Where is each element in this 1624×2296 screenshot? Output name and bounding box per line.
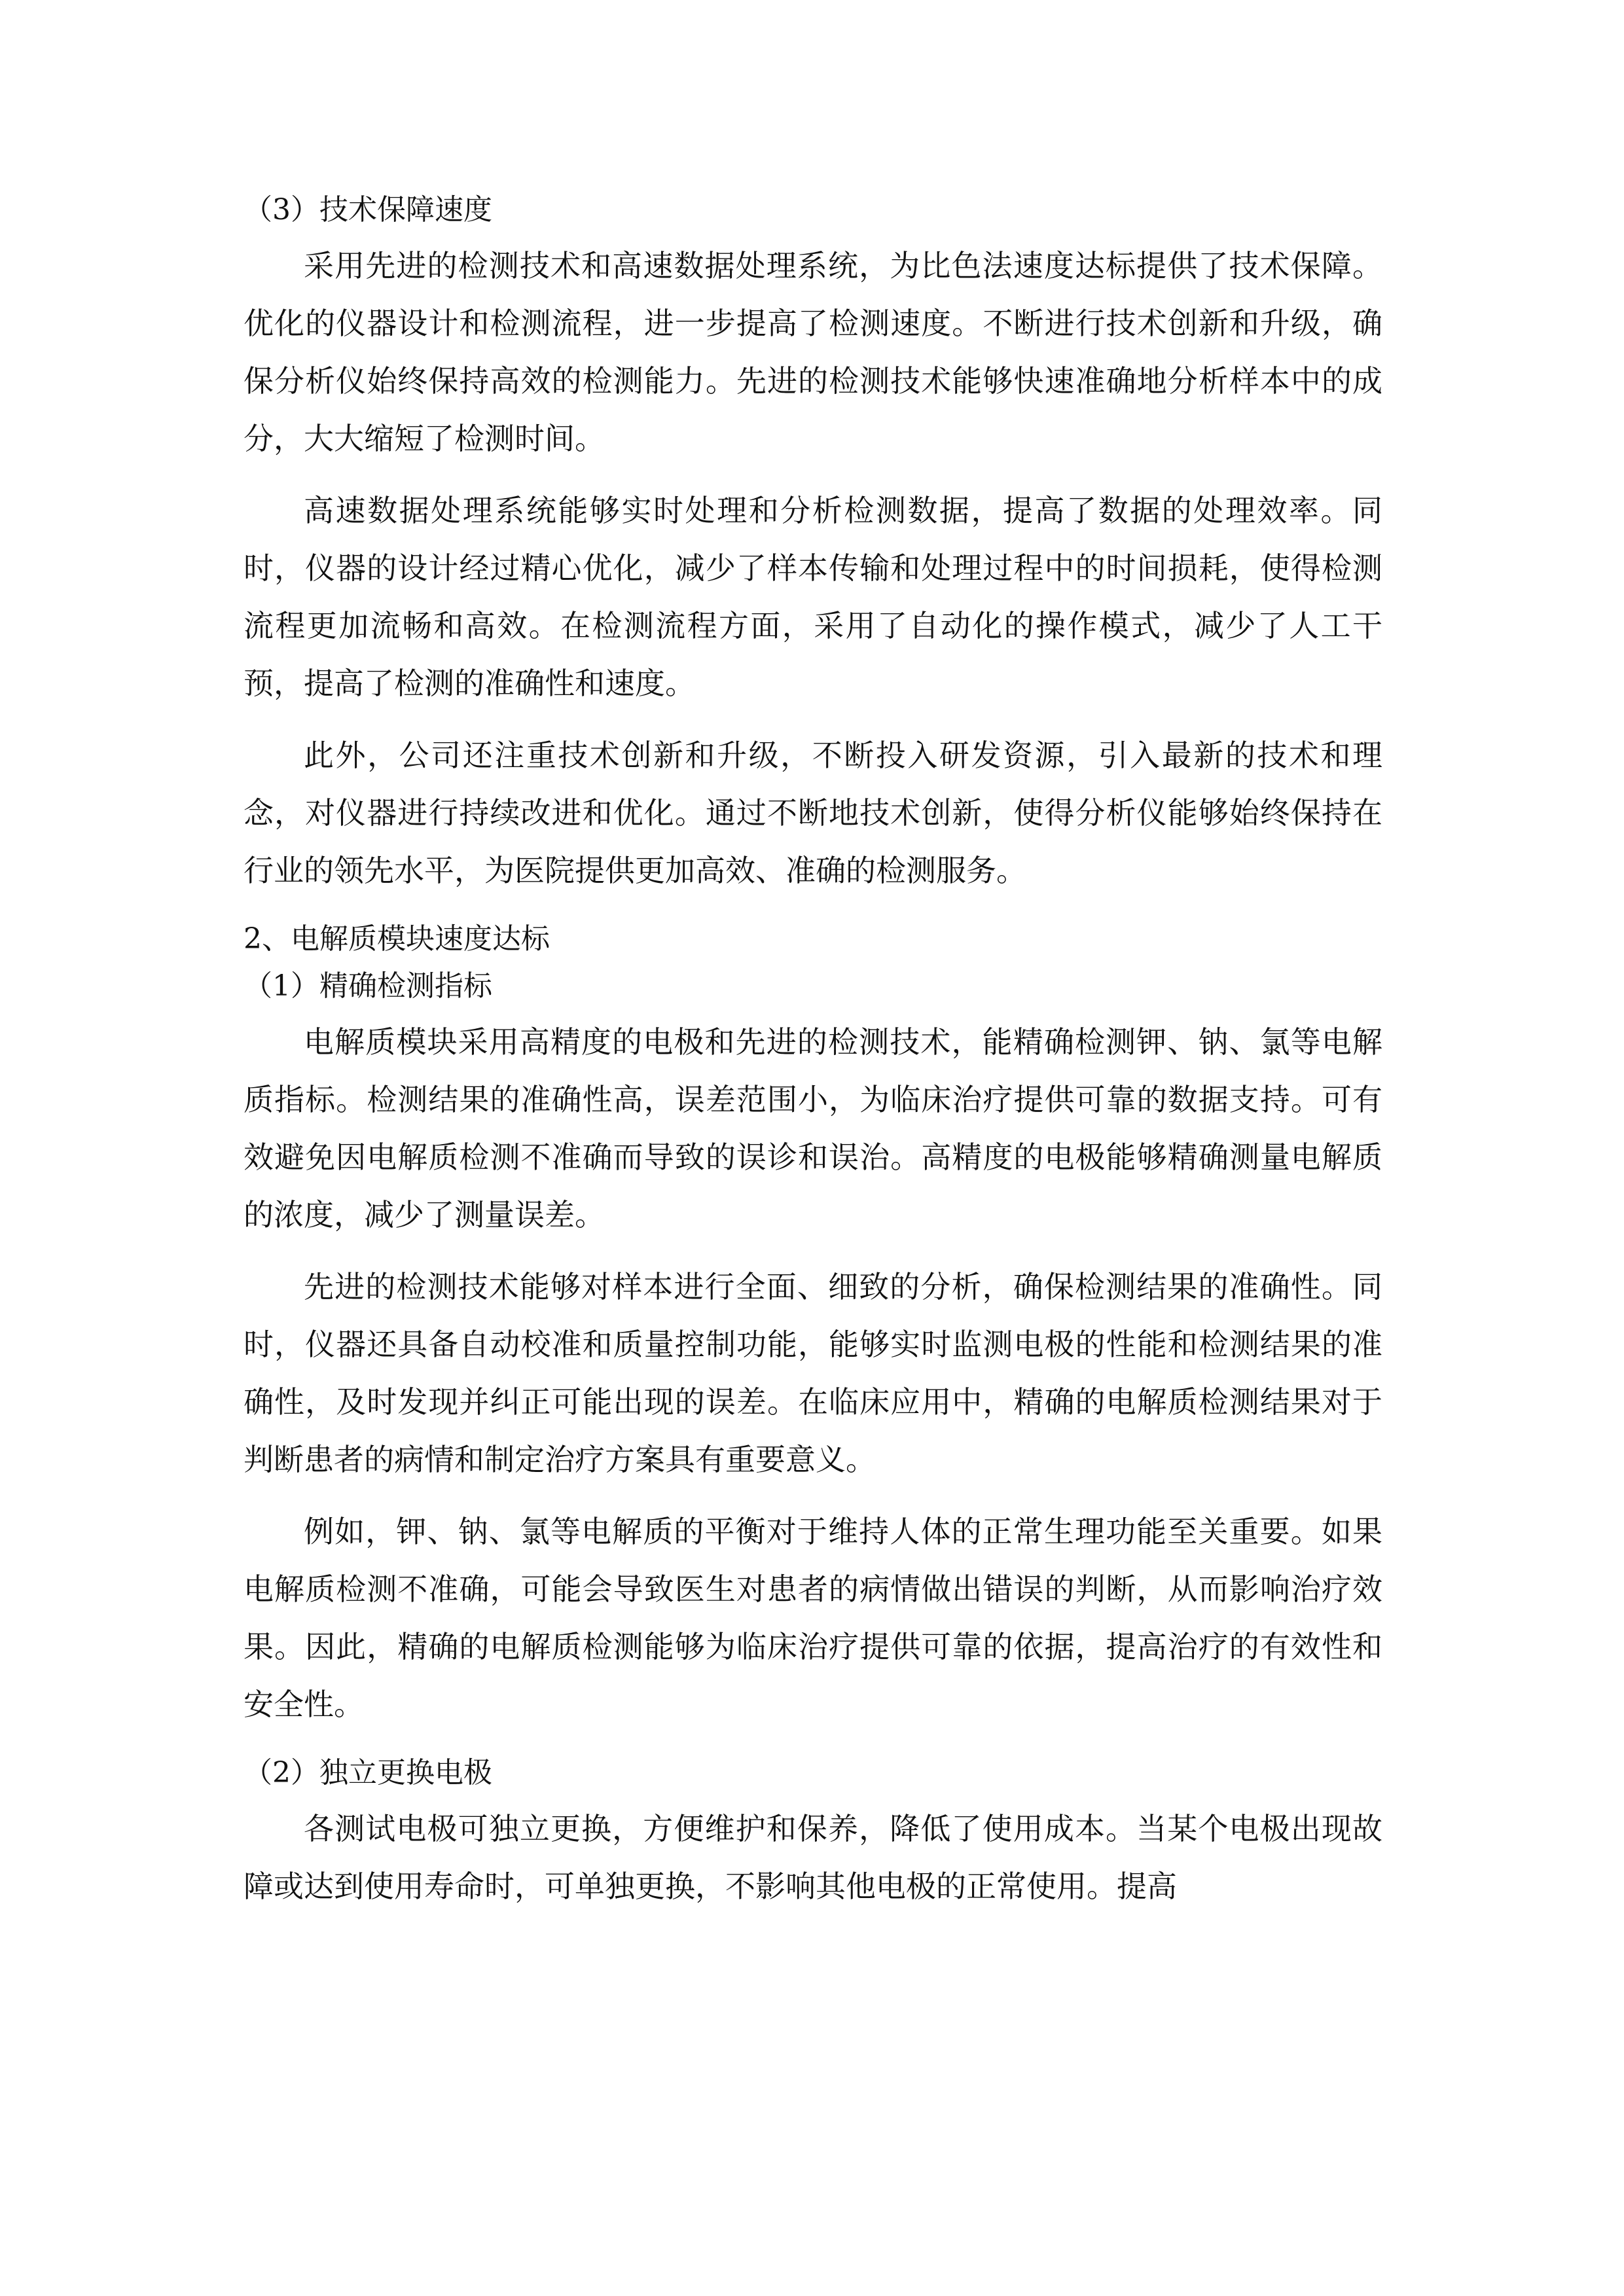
section-title-electrolyte-module: 2、电解质模块速度达标 — [244, 922, 550, 956]
heading-precise-indicators: （1）精确检测指标 — [244, 969, 492, 1003]
paragraph: 各测试电极可独立更换，方便维护和保养，降低了使用成本。当某个电极出现故障或达到使用寿命时，可单独更换，不影响其他电极的正常使用。提高 — [244, 1811, 1382, 1904]
paragraph: 采用先进的检测技术和高速数据处理系统，为比色法速度达标提供了技术保障。优化的仪器设计和检测流程，进一步提高了检测速度。不断进行技术创新和升级，确保分析仪始终保持高效的检测能力。先进的检测技术能够快速准确地分析样本中的成分，大大缩短了检测时间。 — [244, 248, 1382, 456]
heading-technical-assurance: （3）技术保障速度 — [244, 193, 492, 226]
document-page — [244, 190, 1382, 1915]
paragraph: 电解质模块采用高精度的电极和先进的检测技术，能精确检测钾、钠、氯等电解质指标。检测结果的准确性高，误差范围小，为临床治疗提供可靠的数据支持。可有效避免因电解质检测不准确而导致的误诊和误治。高精度的电极能够精确测量电解质的浓度，减少了测量误差。 — [244, 1024, 1382, 1232]
paragraph: 高速数据处理系统能够实时处理和分析检测数据，提高了数据的处理效率。同时，仪器的设计经过精心优化，减少了样本传输和处理过程中的时间损耗，使得检测流程更加流畅和高效。在检测流程方面，采用了自动化的操作模式，减少了人工干预，提高了检测的准确性和速度。 — [244, 493, 1382, 701]
heading-independent-electrode-replacement: （2）独立更换电极 — [244, 1756, 492, 1789]
paragraph: 先进的检测技术能够对样本进行全面、细致的分析，确保检测结果的准确性。同时，仪器还具备自动校准和质量控制功能，能够实时监测电极的性能和检测结果的准确性，及时发现并纠正可能出现的误差。在临床应用中，精确的电解质检测结果对于判断患者的病情和制定治疗方案具有重要意义。 — [244, 1269, 1382, 1477]
paragraph: 此外，公司还注重技术创新和升级，不断投入研发资源，引入最新的技术和理念，对仪器进行持续改进和优化。通过不断地技术创新，使得分析仪能够始终保持在行业的领先水平，为医院提供更加高效、准确的检测服务。 — [244, 738, 1382, 888]
paragraph: 例如，钾、钠、氯等电解质的平衡对于维持人体的正常生理功能至关重要。如果电解质检测不准确，可能会导致医生对患者的病情做出错误的判断，从而影响治疗效果。因此，精确的电解质检测能够为临床治疗提供可靠的依据，提高治疗的有效性和安全性。 — [244, 1514, 1382, 1722]
